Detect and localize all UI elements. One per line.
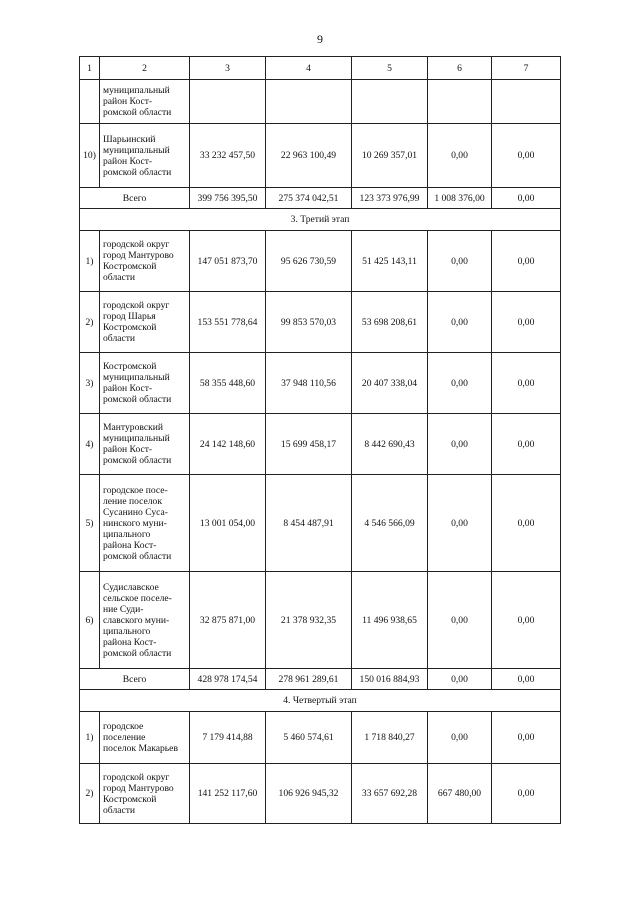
entity-name-line: ромской области <box>103 647 172 659</box>
total-label: Всего <box>80 669 190 690</box>
amount-c3: 153 551 778,64 <box>190 292 266 353</box>
entity-name-line: области <box>103 333 136 344</box>
row-number: 6) <box>80 572 100 669</box>
amount-c3: 58 355 448,60 <box>190 353 266 414</box>
entity-name <box>100 712 190 764</box>
entity-name-line: ципального <box>103 625 151 637</box>
header-col-1: 1 <box>80 57 100 80</box>
continuation-row <box>80 80 561 124</box>
total-row-stage-3 <box>80 669 561 690</box>
entity-name <box>100 475 190 572</box>
entity-name <box>100 80 190 124</box>
amount-c3: 32 875 871,00 <box>190 572 266 669</box>
row-number: 1) <box>80 712 100 764</box>
amount-c4: 95 626 730,59 <box>266 231 352 292</box>
entity-name-line: области <box>103 804 136 816</box>
table-row <box>80 475 561 572</box>
amount-c6: 0,00 <box>428 231 492 292</box>
total-label: Всего <box>80 188 190 209</box>
amount-c6: 0,00 <box>428 414 492 475</box>
entity-name-line: Костромской <box>103 793 157 805</box>
entity-name <box>100 231 190 292</box>
amount-c5: 20 407 338,04 <box>352 353 428 414</box>
amount-c3: 13 001 054,00 <box>190 475 266 572</box>
amount-c7: 0,00 <box>492 353 561 414</box>
table-row <box>80 292 561 353</box>
entity-name-line: ромской области <box>103 394 172 405</box>
amount-c5: 4 546 566,09 <box>352 475 428 572</box>
entity-name <box>100 414 190 475</box>
row-number: 10) <box>80 124 100 188</box>
total-c3: 399 756 395,50 <box>190 188 266 209</box>
entity-name-line: муниципальный <box>103 144 170 156</box>
entity-name-line: славского муни- <box>103 614 170 626</box>
header-col-5: 5 <box>352 57 428 80</box>
entity-name-line: ципального <box>103 528 151 540</box>
amount-c3: 7 179 414,88 <box>190 712 266 764</box>
amount-c6: 0,00 <box>428 475 492 572</box>
table-row <box>80 572 561 669</box>
entity-name-line: Костромской <box>103 361 157 372</box>
entity-name-line: муниципальный <box>103 85 170 96</box>
amount-c6: 0,00 <box>428 712 492 764</box>
total-c5: 150 016 884,93 <box>352 669 428 690</box>
entity-name-line: город Мантурово <box>103 782 174 794</box>
entity-name-line: городское <box>103 721 144 732</box>
amount-c4: 106 926 945,32 <box>266 764 352 824</box>
amount-c4: 15 699 458,17 <box>266 414 352 475</box>
amount-c7: 0,00 <box>492 764 561 824</box>
entity-name-line: район Кост- <box>103 96 153 107</box>
financing-table <box>79 56 561 824</box>
table-row <box>80 353 561 414</box>
entity-name-line: ромской области <box>103 455 172 466</box>
amount-c6: 0,00 <box>428 124 492 188</box>
row-number: 5) <box>80 475 100 572</box>
entity-name-line: район Кост- <box>103 155 153 167</box>
amount-c3: 24 142 148,60 <box>190 414 266 475</box>
amount-c4: 5 460 574,61 <box>266 712 352 764</box>
entity-name-line: района Кост- <box>103 636 157 648</box>
entity-name-line: ление поселок <box>103 495 163 507</box>
entity-name-line: ромской области <box>103 550 172 562</box>
amount-c5: 53 698 208,61 <box>352 292 428 353</box>
amount-c5: 51 425 143,11 <box>352 231 428 292</box>
entity-name-line: поселение <box>103 732 146 743</box>
entity-name-line: Костромской <box>103 261 157 272</box>
entity-name <box>100 764 190 824</box>
amount-c3: 147 051 873,70 <box>190 231 266 292</box>
entity-name-line: Судиславское <box>103 581 159 593</box>
amount-c3: 33 232 457,50 <box>190 124 266 188</box>
section-header-stage-4 <box>80 690 561 712</box>
amount-c7: 0,00 <box>492 124 561 188</box>
amount-c7: 0,00 <box>492 572 561 669</box>
amount-c5: 10 269 357,01 <box>352 124 428 188</box>
total-c4: 278 961 289,61 <box>266 669 352 690</box>
amount-c6: 667 480,00 <box>428 764 492 824</box>
total-c4: 275 374 042,51 <box>266 188 352 209</box>
header-col-4: 4 <box>266 57 352 80</box>
amount-c7: 0,00 <box>492 292 561 353</box>
row-number: 2) <box>80 764 100 824</box>
entity-name-line: ромской области <box>103 166 172 178</box>
entity-name-line: Сусанино Суса- <box>103 506 168 518</box>
amount-c5: 1 718 840,27 <box>352 712 428 764</box>
entity-name-line: сельское поселе- <box>103 592 172 604</box>
total-c5: 123 373 976,99 <box>352 188 428 209</box>
amount-c6: 0,00 <box>428 572 492 669</box>
amount-c7: 0,00 <box>492 712 561 764</box>
entity-name <box>100 124 190 188</box>
entity-name-line: муниципальный <box>103 433 170 444</box>
header-col-6: 6 <box>428 57 492 80</box>
entity-name-line: городской округ <box>103 239 170 250</box>
section-header-stage-3 <box>80 209 561 231</box>
amount-c6: 0,00 <box>428 292 492 353</box>
amount-c4: 99 853 570,03 <box>266 292 352 353</box>
amount-c4: 21 378 932,35 <box>266 572 352 669</box>
row-number: 3) <box>80 353 100 414</box>
header-col-2: 2 <box>100 57 190 80</box>
row-number: 4) <box>80 414 100 475</box>
entity-name <box>100 353 190 414</box>
amount-c6: 0,00 <box>428 353 492 414</box>
table-row <box>80 712 561 764</box>
header-row <box>80 57 561 80</box>
entity-name-line: муниципальный <box>103 372 170 383</box>
amount-c7: 0,00 <box>492 231 561 292</box>
amount-c5: 8 442 690,43 <box>352 414 428 475</box>
entity-name-line: городской округ <box>103 300 170 311</box>
table-row <box>80 231 561 292</box>
total-c3: 428 978 174,54 <box>190 669 266 690</box>
table-row <box>80 764 561 824</box>
amount-c7: 0,00 <box>492 475 561 572</box>
entity-name-line: ние Суди- <box>103 603 144 615</box>
amount-c4: 22 963 100,49 <box>266 124 352 188</box>
total-c6: 1 008 376,00 <box>428 188 492 209</box>
entity-name-line: Костромской <box>103 322 157 333</box>
entity-name-line: Шарьинский <box>103 133 156 145</box>
entity-name-line: район Кост- <box>103 444 153 455</box>
entity-name-line: город Мантурово <box>103 250 174 261</box>
total-c7: 0,00 <box>492 669 561 690</box>
total-row-stage-2 <box>80 188 561 209</box>
section-title: 3. Третий этап <box>80 209 561 231</box>
section-title: 4. Четвертый этап <box>80 690 561 712</box>
amount-c3: 141 252 117,60 <box>190 764 266 824</box>
entity-name-line: нинского муни- <box>103 517 167 529</box>
entity-name-line: Мантуровский <box>103 422 164 433</box>
total-c7: 0,00 <box>492 188 561 209</box>
row-number: 2) <box>80 292 100 353</box>
entity-name <box>100 572 190 669</box>
entity-name <box>100 292 190 353</box>
amount-c7: 0,00 <box>492 414 561 475</box>
page-number: 9 <box>317 32 323 46</box>
table-row <box>80 414 561 475</box>
entity-name-line: ромской области <box>103 107 172 118</box>
amount-c4: 37 948 110,56 <box>266 353 352 414</box>
entity-name-line: город Шарья <box>103 311 156 322</box>
header-col-3: 3 <box>190 57 266 80</box>
row-number: 1) <box>80 231 100 292</box>
table-row <box>80 124 561 188</box>
total-c6: 0,00 <box>428 669 492 690</box>
entity-name-line: поселок Макарьев <box>103 743 178 754</box>
amount-c4: 8 454 487,91 <box>266 475 352 572</box>
amount-c5: 11 496 938,65 <box>352 572 428 669</box>
entity-name-line: район Кост- <box>103 383 153 394</box>
entity-name-line: района Кост- <box>103 539 157 551</box>
entity-name-line: городское посе- <box>103 484 168 496</box>
header-col-7: 7 <box>492 57 561 80</box>
entity-name-line: области <box>103 272 136 283</box>
entity-name-line: городской округ <box>103 771 170 783</box>
amount-c5: 33 657 692,28 <box>352 764 428 824</box>
